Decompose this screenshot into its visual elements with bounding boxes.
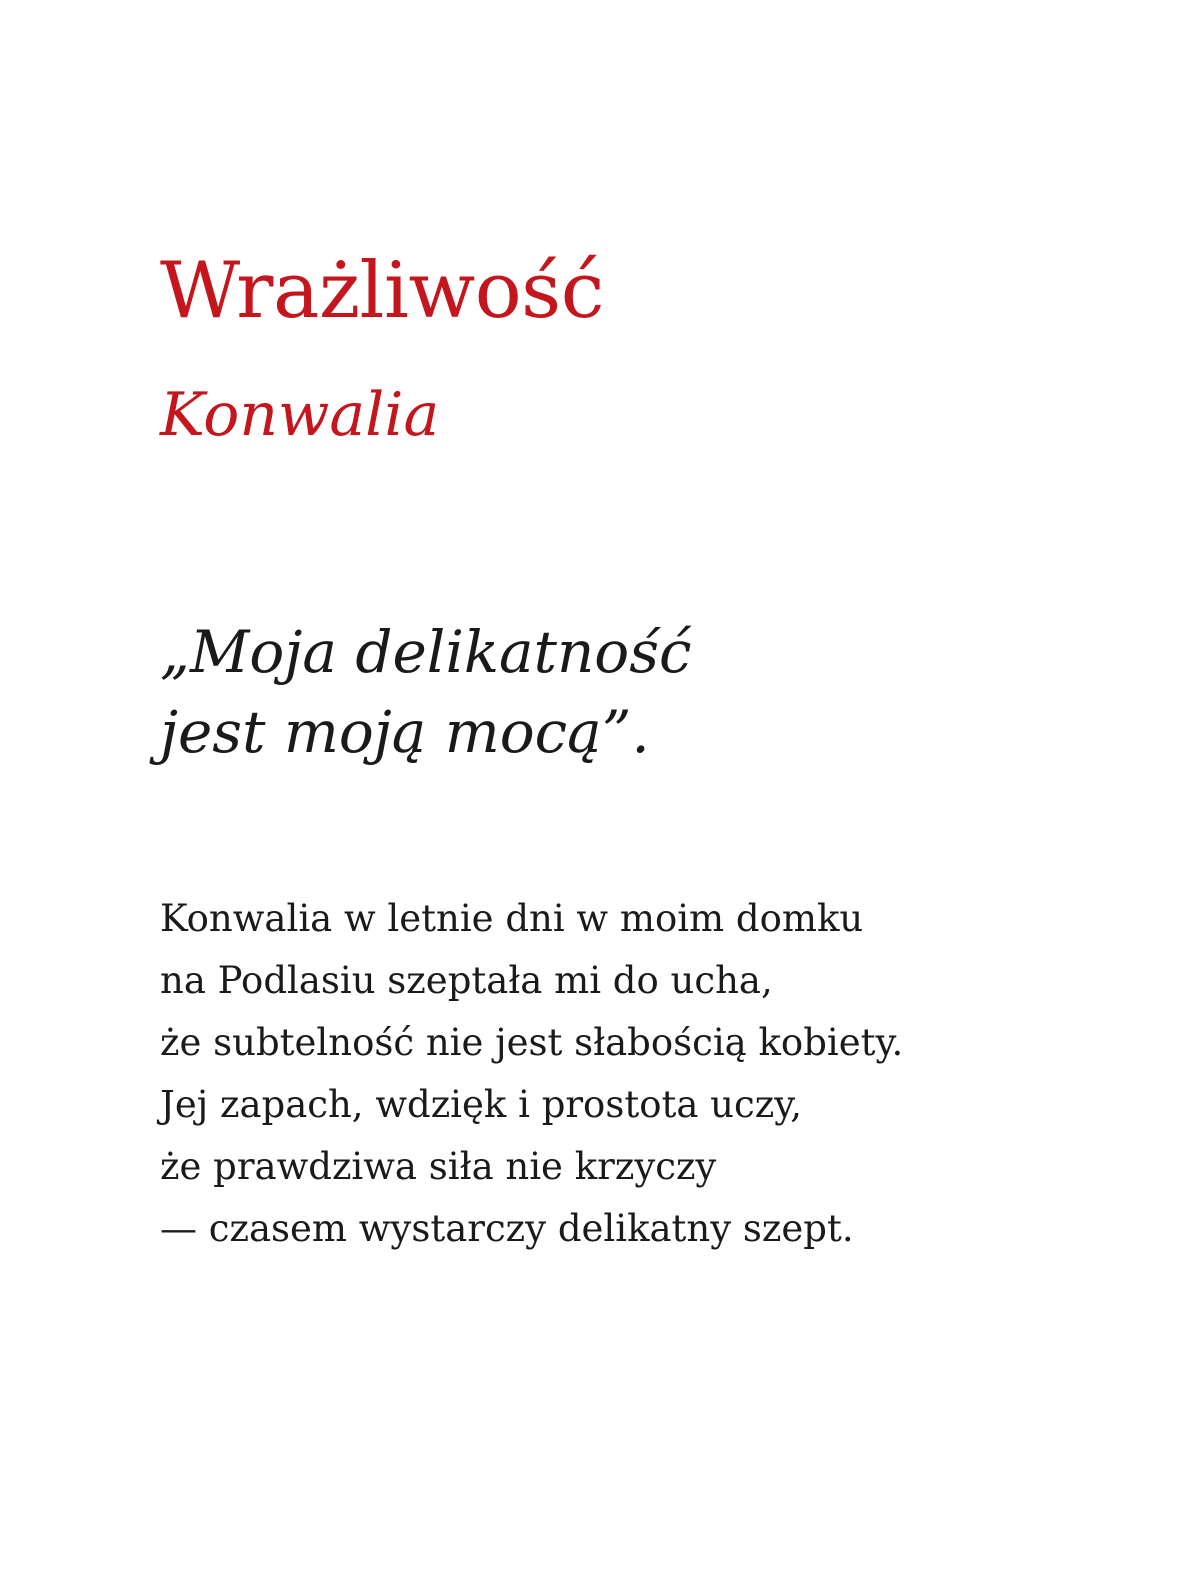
body-line: że subtelność nie jest słabością kobiety. bbox=[160, 1021, 904, 1064]
body-paragraph bbox=[160, 888, 903, 1260]
quote-line: jest moją mocą”. bbox=[160, 698, 650, 766]
body-line: Konwalia w letnie dni w moim domku bbox=[160, 897, 864, 940]
body-line: — czasem wystarczy delikatny szept. bbox=[160, 1207, 854, 1250]
quote bbox=[160, 612, 691, 772]
body-line: Jej zapach, wdzięk i prostota uczy, bbox=[160, 1083, 802, 1126]
body-line: że prawdziwa siła nie krzyczy bbox=[160, 1145, 717, 1188]
body-line: na Podlasiu szeptała mi do ucha, bbox=[160, 959, 773, 1002]
page-subtitle: Konwalia bbox=[160, 380, 440, 450]
quote-line: „Moja delikatność bbox=[160, 618, 692, 686]
page-title: Wrażliwość bbox=[160, 246, 604, 336]
